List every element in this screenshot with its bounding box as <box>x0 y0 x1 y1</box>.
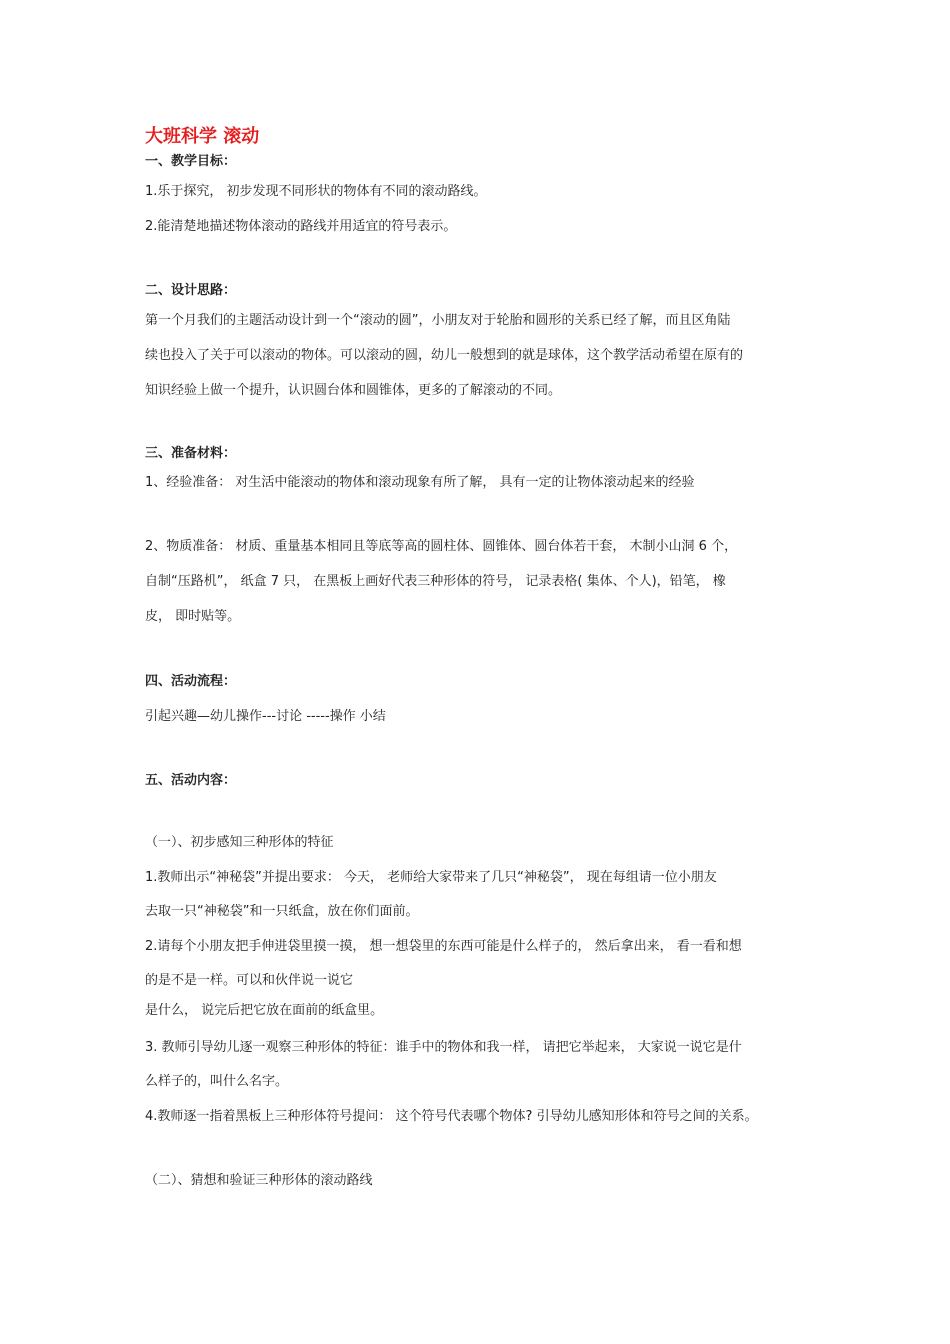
content-line: 4.教师逐一指着黑板上三种形体符号提问： 这个符号代表哪个物体? 引导幼儿感知形体和符号之间的关系。 <box>145 1109 758 1124</box>
section-heading-content: 五、活动内容： <box>145 773 237 788</box>
subsection-heading: （一）、初步感知三种形体的特征 <box>145 835 334 850</box>
subsection-heading: （二）、猜想和验证三种形体的滚动路线 <box>145 1173 373 1188</box>
design-line: 续也投入了关于可以滚动的物体。可以滚动的圆，幼儿一般想到的就是球体，这个教学活动希望在原有的 <box>145 348 744 363</box>
materials-line: 自制“压路机”， 纸盒 7 只， 在黑板上画好代表三种形体的符号， 记录表格( 集体、个人)，铅笔， 橡 <box>145 574 726 589</box>
section-heading-design: 二、设计思路： <box>145 283 237 298</box>
section-heading-materials: 三、准备材料： <box>145 446 237 461</box>
section-heading-flow: 四、活动流程： <box>145 674 237 689</box>
content-line: 去取一只“神秘袋”和一只纸盒，放在你们面前。 <box>145 904 419 919</box>
content-line: 么样子的，叫什么名字。 <box>145 1074 289 1089</box>
section-heading-goals: 一、教学目标： <box>145 154 237 169</box>
goal-line: 1.乐于探究， 初步发现不同形状的物体有不同的滚动路线。 <box>145 184 487 199</box>
content-line: 1.教师出示“神秘袋”并提出要求： 今天， 老师给大家带来了几只“神秘袋”， 现在每组请一位小朋友 <box>145 870 717 885</box>
materials-line: 皮， 即时贴等。 <box>145 609 241 624</box>
design-line: 第一个月我们的主题活动设计到一个“滚动的圆”，小朋友对于轮胎和圆形的关系已经了解，而且区角陆 <box>145 313 731 328</box>
goal-line: 2.能清楚地描述物体滚动的路线并用适宜的符号表示。 <box>145 219 457 234</box>
flow-line: 引起兴趣—幼儿操作---讨论 -----操作 小结 <box>145 709 386 724</box>
content-line: 2.请每个小朋友把手伸进袋里摸一摸， 想一想袋里的东西可能是什么样子的， 然后拿出来， 看一看和想 <box>145 939 742 954</box>
content-line: 3. 教师引导幼儿逐一观察三种形体的特征：谁手中的物体和我一样， 请把它举起来， 大家说一说它是什 <box>145 1040 742 1055</box>
doc-title: 大班科学 滚动 <box>145 126 260 147</box>
materials-line: 2、物质准备： 材质、重量基本相同且等底等高的圆柱体、圆锥体、圆台体若干套， 木制小山洞 6 个， <box>145 539 738 554</box>
materials-line: 1、经验准备： 对生活中能滚动的物体和滚动现象有所了解， 具有一定的让物体滚动起来的经验 <box>145 475 695 490</box>
content-line: 是什么， 说完后把它放在面前的纸盒里。 <box>145 1003 384 1018</box>
content-line: 的是不是一样。可以和伙伴说一说它 <box>145 973 354 988</box>
design-line: 知识经验上做一个提升，认识圆台体和圆锥体，更多的了解滚动的不同。 <box>145 383 562 398</box>
